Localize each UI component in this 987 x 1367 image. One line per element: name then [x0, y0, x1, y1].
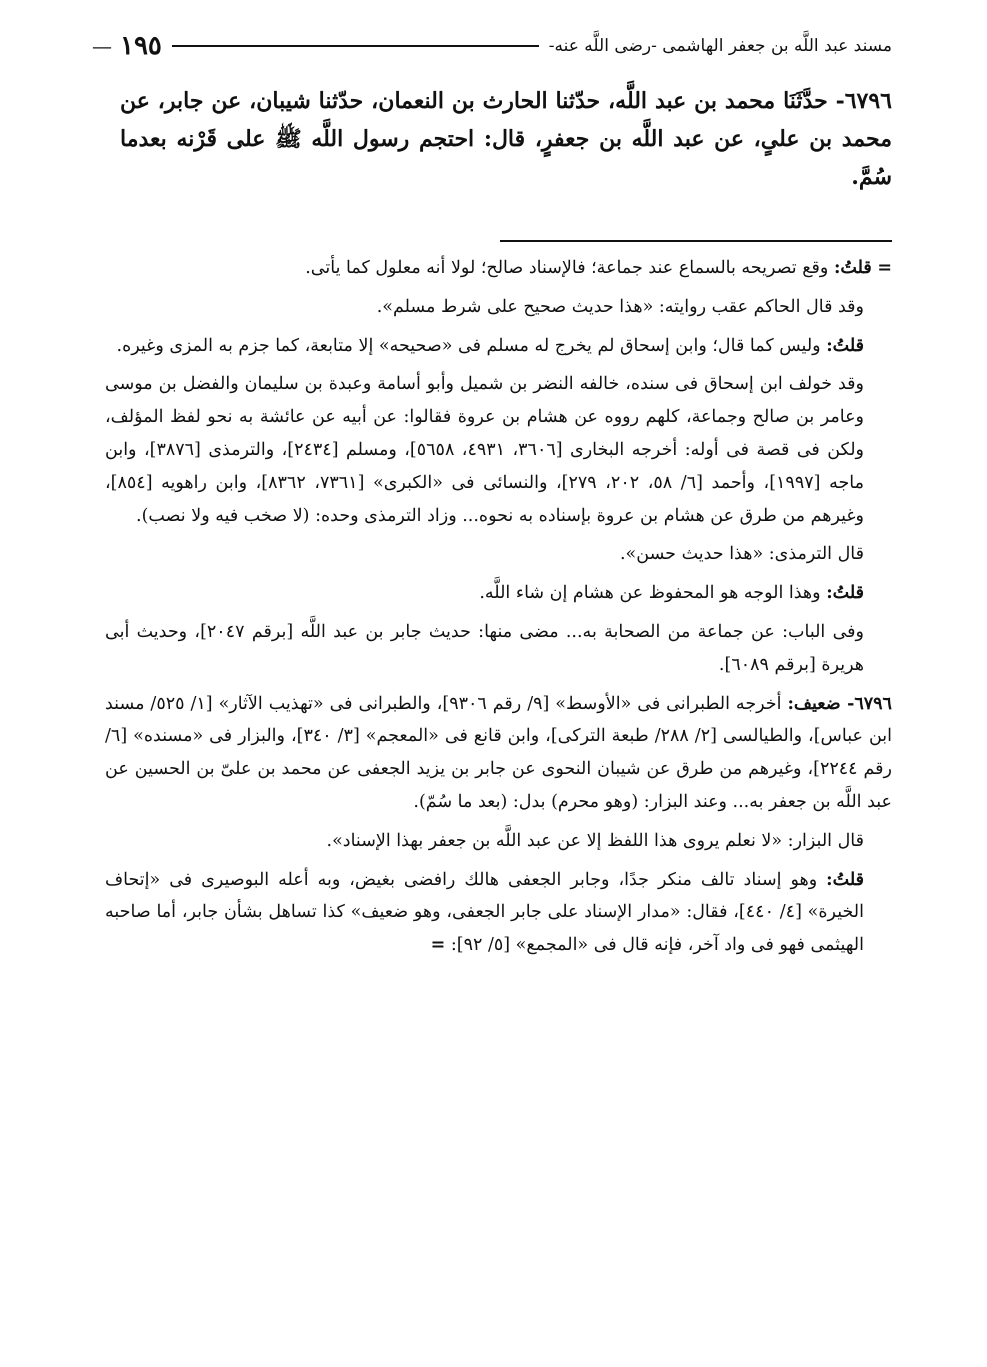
note-paragraph: [105, 330, 892, 363]
hadith-number: ٦٧٩٦-: [835, 88, 892, 114]
note-text: وقد قال الحاكم عقب روايته: «هذا حديث صحيح على شرط مسلم».: [376, 296, 864, 317]
note-text: وقع تصريحه بالسماع عند جماعة؛ فالإسناد صالح؛ لولا أنه معلول كما يأتى.: [305, 258, 829, 278]
note-text: وفى الباب: عن جماعة من الصحابة به... مضى منها: حديث جابر بن عبد اللَّه [برقم ٢٠٤٧]، وحديث أبى هريرة [برقم ٦٠٨٩].: [105, 621, 864, 675]
continuation-marker: =: [430, 935, 446, 956]
note-paragraph: [105, 291, 892, 324]
running-header: [92, 30, 892, 62]
note-paragraph: [105, 825, 892, 858]
note-label: قلتُ:: [826, 869, 864, 890]
running-title: مسند عبد اللَّه بن جعفر الهاشمى -رضى اللَّه عنه-: [548, 36, 892, 56]
note-label: قلتُ:: [826, 583, 864, 604]
note-text: قال البزار: «لا نعلم يروى هذا اللفظ إلا عن عبد اللَّه بن جعفر بهذا الإسناد».: [326, 830, 864, 851]
header-dash: —: [92, 34, 112, 58]
note-label: قلتُ:: [826, 335, 864, 356]
note-paragraph: [105, 864, 892, 962]
note-text: وليس كما قال؛ وابن إسحاق لم يخرج له مسلم فى «صحيحه» إلا متابعة، كما جزم به المزى وغيره.: [116, 335, 821, 356]
note-text: وهو إسناد تالف منكر جدًا، وجابر الجعفى هالك رافضى بغيض، وبه أعله البوصيرى فى «إتحاف الخيرة» [٤/ ٤٤٠]، فقال: «مدار الإسناد على جابر الجعفى، وهو ضعيف» كذا تساهل بشأن جابر، أما صاحبه الهيثمى فهو فى واد آخر، فإنه قال فى «المجمع» [٥/ ٩٢]:: [105, 869, 864, 956]
note-label: قلتُ:: [833, 258, 872, 278]
continuation-marker: =: [877, 258, 892, 278]
note-paragraph: [105, 616, 892, 682]
hadith-body: حدَّثَنَا محمد بن عبد اللَّه، حدّثنا الحارث بن النعمان، حدّثنا شيبان، عن جابر، عن محمد بن علىٍ، عن عبد اللَّه بن جعفرٍ، قال: احتجم رسول اللَّه ﷺ على قَرْنه بعدما سُمَّ.: [120, 88, 892, 190]
hadith-text: [120, 82, 892, 196]
note-paragraph: [105, 538, 892, 571]
header-rule: [172, 45, 539, 47]
footnotes: [105, 252, 892, 968]
note-text: وهذا الوجه هو المحفوظ عن هشام إن شاء اللَّه.: [479, 583, 821, 604]
note-paragraph: [105, 368, 892, 532]
note-text: قال الترمذى: «هذا حديث حسن».: [619, 544, 864, 565]
page-number: ١٩٥: [120, 31, 162, 61]
note-paragraph: [105, 577, 892, 610]
note-label: ٦٧٩٦- ضعيف:: [787, 693, 892, 714]
note-paragraph: [105, 252, 892, 285]
footnote-separator: [500, 240, 892, 242]
note-text: وقد خولف ابن إسحاق فى سنده، خالفه النضر بن شميل وأبو أسامة وعبدة بن سليمان والفضل بن موسى وعامر بن صالح وجماعة، كلهم رووه عن هشام بن عروة فقالوا: عن أبيه عن عائشة به نحو لفظ المؤلف، ولكن فى قصة فى أوله: أخرجه البخارى [٣٦٠٦، ٤٩٣١، ٥٦٥٨]، ومسلم [٢٤٣٤]، والترمذى [٣٨٧٦]، وابن ماجه [١٩٩٧]، وأحمد [٦/ ٥٨، ٢٠٢، ٢٧٩]، والنسائى فى «الكبرى» [٧٣٦١، ٨٣٦٢]، وابن راهويه [٨٥٤]، وغيرهم من طرق عن هشام بن عروة بإسناده به نحوه... وزاد الترمذى وحده: (لا صخب فيه ولا نصب).: [105, 374, 864, 526]
note-text: أخرجه الطبرانى فى «الأوسط» [٩/ رقم ٩٣٠٦]، والطبرانى فى «تهذيب الآثار» [١/ ٥٢٥/ مسند ابن عباس]، والطيالسى [٢/ ٢٨٨/ طبعة التركى]، وابن قانع فى «المعجم» [٣/ ٣٤٠]، والبزار فى «مسنده» [٦/ رقم ٢٢٤٤]، وغيرهم من طرق عن شيبان النحوى عن جابر بن يزيد الجعفى عن محمد بن علىّ بن الحسين عن عبد اللَّه بن جعفر به... وعند البزار: (وهو محرم) بدل: (بعد ما سُمّ).: [105, 693, 892, 812]
note-paragraph: [105, 688, 892, 819]
